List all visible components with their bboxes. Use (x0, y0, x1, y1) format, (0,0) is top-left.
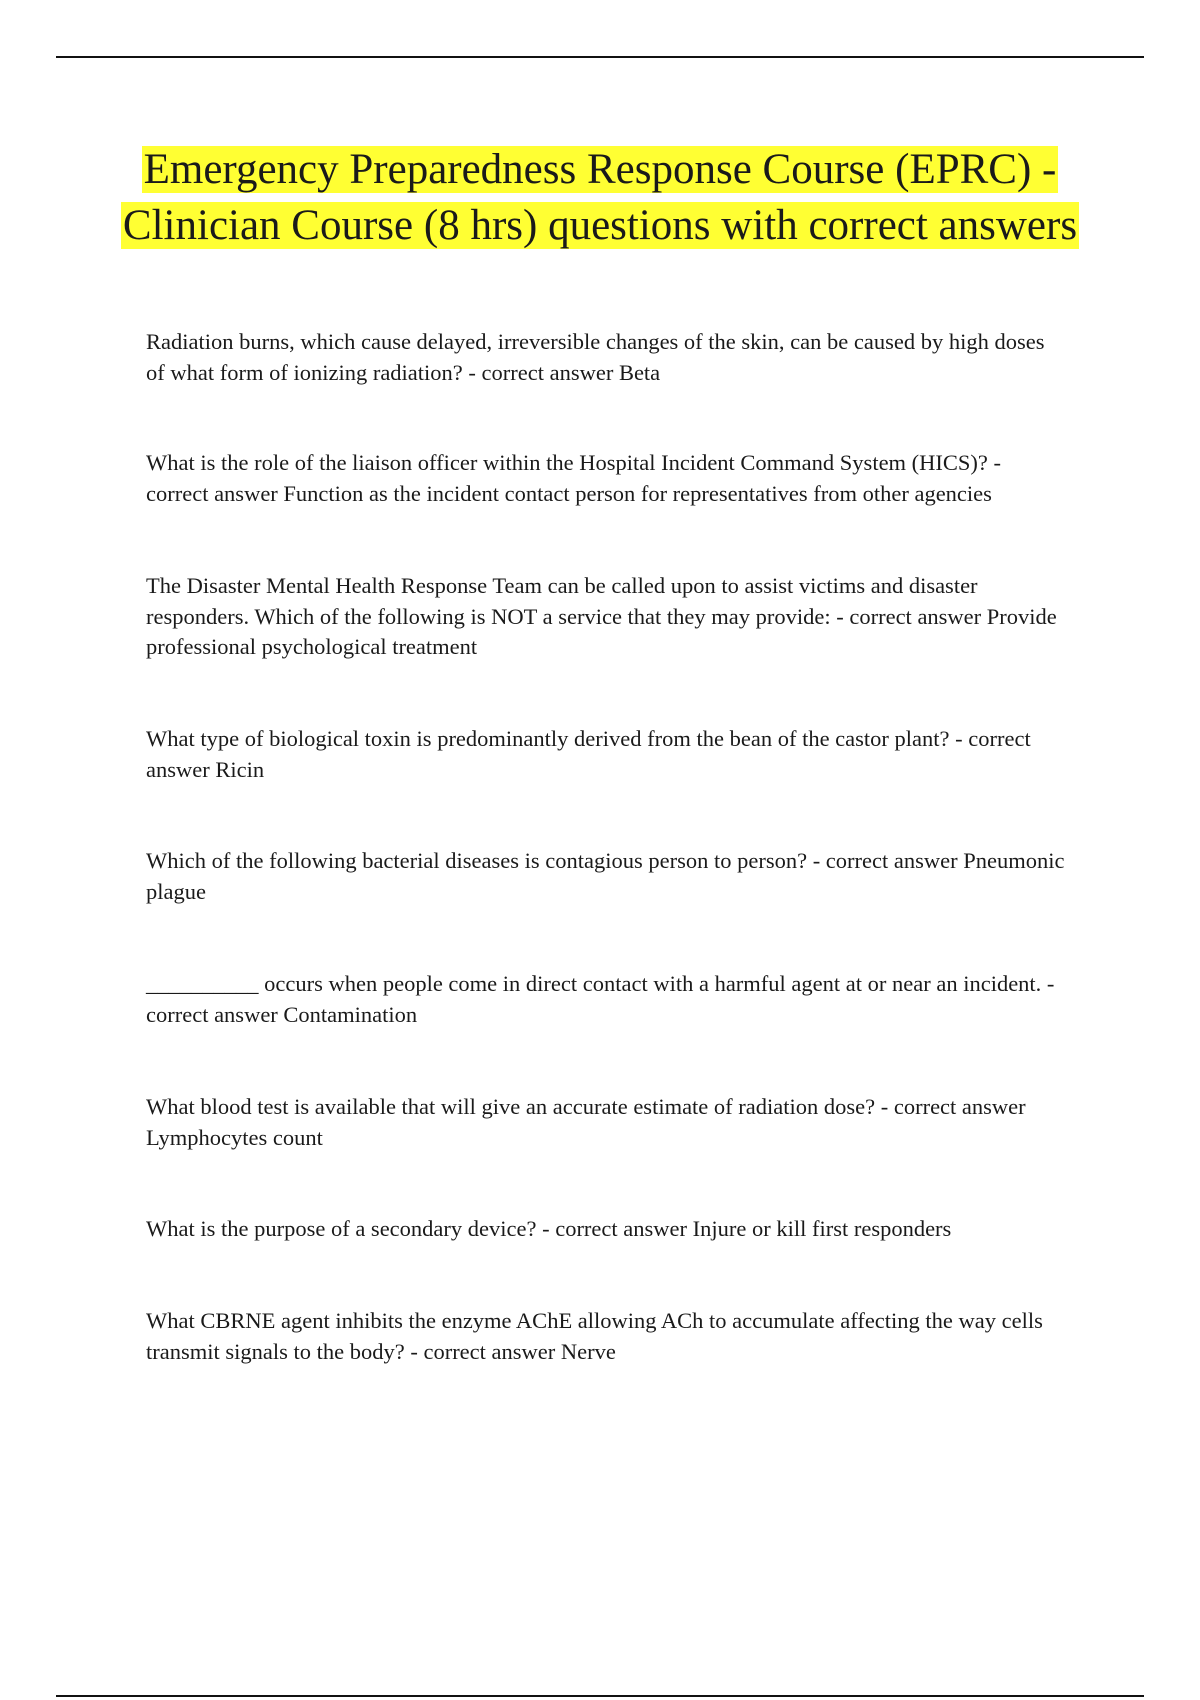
qa-item-3: The Disaster Mental Health Response Team can be called upon to assist victims and disaster responders. Which of the following is NOT a service that they may provide: - correct answer Provide professional psychological treatment (146, 573, 1057, 659)
title-highlight: Emergency Preparedness Response Course (EPRC) - Clinician Course (8 hrs) questions with correct answers (122, 146, 1078, 249)
document-title (120, 142, 1080, 254)
qa-item-1: Radiation burns, which cause delayed, irreversible changes of the skin, can be caused by high doses of what form of ionizing radiation? - correct answer Beta (146, 329, 1045, 385)
qa-item-7: What blood test is available that will give an accurate estimate of radiation dose? - correct answer Lymphocytes count (146, 1094, 1026, 1150)
bottom-rule (56, 1695, 1144, 1697)
qa-item-4: What type of biological toxin is predominantly derived from the bean of the castor plant? - correct answer Ricin (146, 726, 1031, 782)
qa-item-6: __________ occurs when people come in direct contact with a harmful agent at or near an incident. - correct answer Contamination (146, 971, 1055, 1027)
qa-item-5: Which of the following bacterial diseases is contagious person to person? - correct answer Pneumonic plague (146, 848, 1065, 904)
qa-item-9: What CBRNE agent inhibits the enzyme AChE allowing ACh to accumulate affecting the way cells transmit signals to the body? - correct answer Nerve (146, 1308, 1043, 1364)
qa-item-2: What is the role of the liaison officer within the Hospital Incident Command System (HICS)? - correct answer Function as the incident contact person for representatives from other agencies (146, 450, 1002, 506)
qa-item-8: What is the purpose of a secondary device? - correct answer Injure or kill first responders (146, 1216, 952, 1241)
top-rule (56, 56, 1144, 58)
